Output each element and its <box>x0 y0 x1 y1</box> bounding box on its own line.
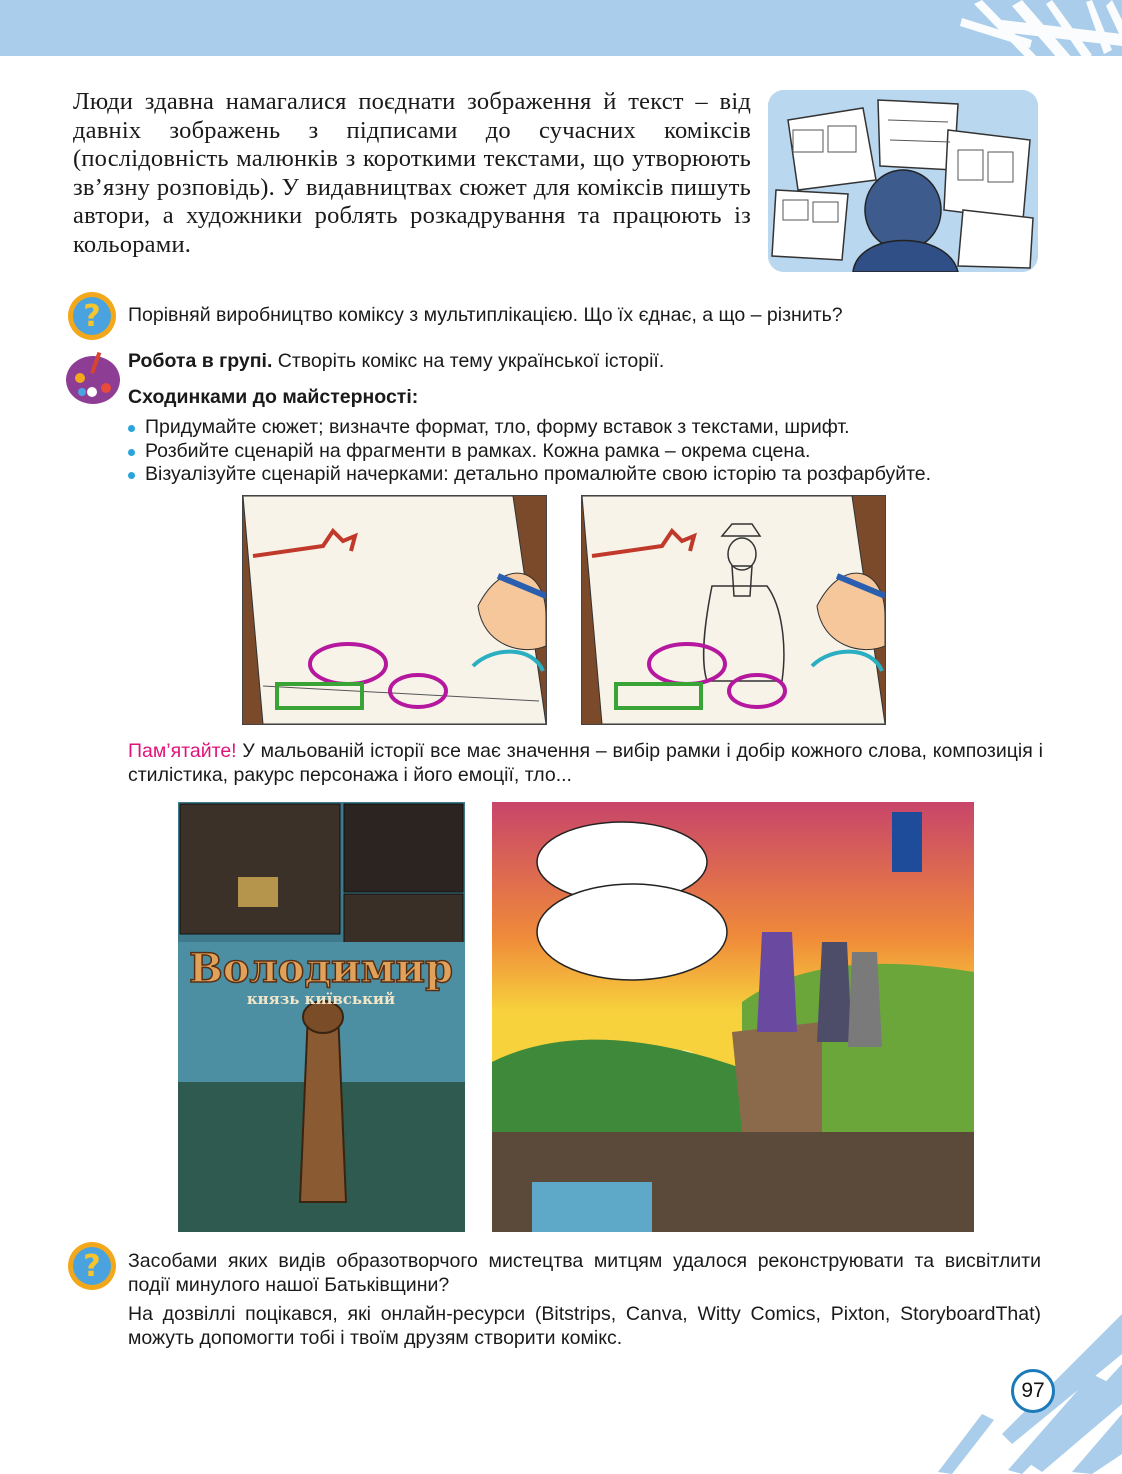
question-compare-comics-animation: Порівняй виробництво коміксу з мультиплікацією. Що їх єднає, а що – різнить? <box>128 304 843 326</box>
pencils-decoration-top <box>702 0 1122 70</box>
intro-paragraph: Люди здавна намагалися поєднати зображення й текст – від давніх зображень з підписами до сучасних коміксів (послідовність малюнків з короткими текстами, що утворюють зв’язну розповідь). У видавництвах сюжет для коміксів пишуть автори, а художники роблять розкадрування та працюють із кольорами. <box>73 88 751 258</box>
group-task-text: Створіть комікс на тему української історії. <box>272 350 665 372</box>
comic-cover-volodymyr <box>178 802 465 1232</box>
comic-subtitle: князь київський <box>246 990 396 1008</box>
list-item: Візуалізуйте сценарій начерками: детально промалюйте свою історію та розфарбуйте. <box>125 463 931 487</box>
palette-icon <box>64 350 122 406</box>
question-icon <box>66 1240 118 1292</box>
boy-drawing-comics-illustration <box>768 90 1038 272</box>
svg-text:?: ? <box>83 299 101 334</box>
comic-title: Володимир <box>188 945 454 992</box>
sketch-illustration-figure <box>581 495 886 725</box>
remember-text: У мальованій історії все має значення – вибір рамки і добір кожного слова, композиція і стилістика, ракурс персонажа і його емоції, тло... <box>128 740 1043 786</box>
question-icon <box>66 290 118 342</box>
group-task-label: Робота в групі. <box>128 350 273 372</box>
remember-note <box>128 739 1043 787</box>
page-number: 97 <box>1011 1369 1055 1413</box>
list-item: Розбийте сценарій на фрагменти в рамках. Кожна рамка – окрема сцена. <box>125 440 931 464</box>
list-item: Придумайте сюжет; визначте формат, тло, форму вставок з текстами, шрифт. <box>125 416 931 440</box>
comic-page-baptism-scene <box>492 802 974 1232</box>
remember-label: Пам’ятайте! <box>128 740 237 762</box>
leisure-task: На дозвіллі поцікався, які онлайн-ресурси (Bitstrips, Canva, Witty Comics, Pixton, StoryboardThat) можуть допомогти тобі і твоїм друзям створити комікс. <box>128 1303 1041 1349</box>
svg-text:?: ? <box>83 1249 101 1284</box>
sketch-illustration-empty <box>242 495 547 725</box>
steps-title: Сходинками до майстерності: <box>128 386 419 408</box>
steps-list <box>125 416 931 487</box>
group-task <box>128 350 664 373</box>
question-art-reconstruction: Засобами яких видів образотворчого мистецтва митцям удалося реконструювати та висвітлити події минулого нашої Батьківщини? <box>128 1250 1041 1296</box>
